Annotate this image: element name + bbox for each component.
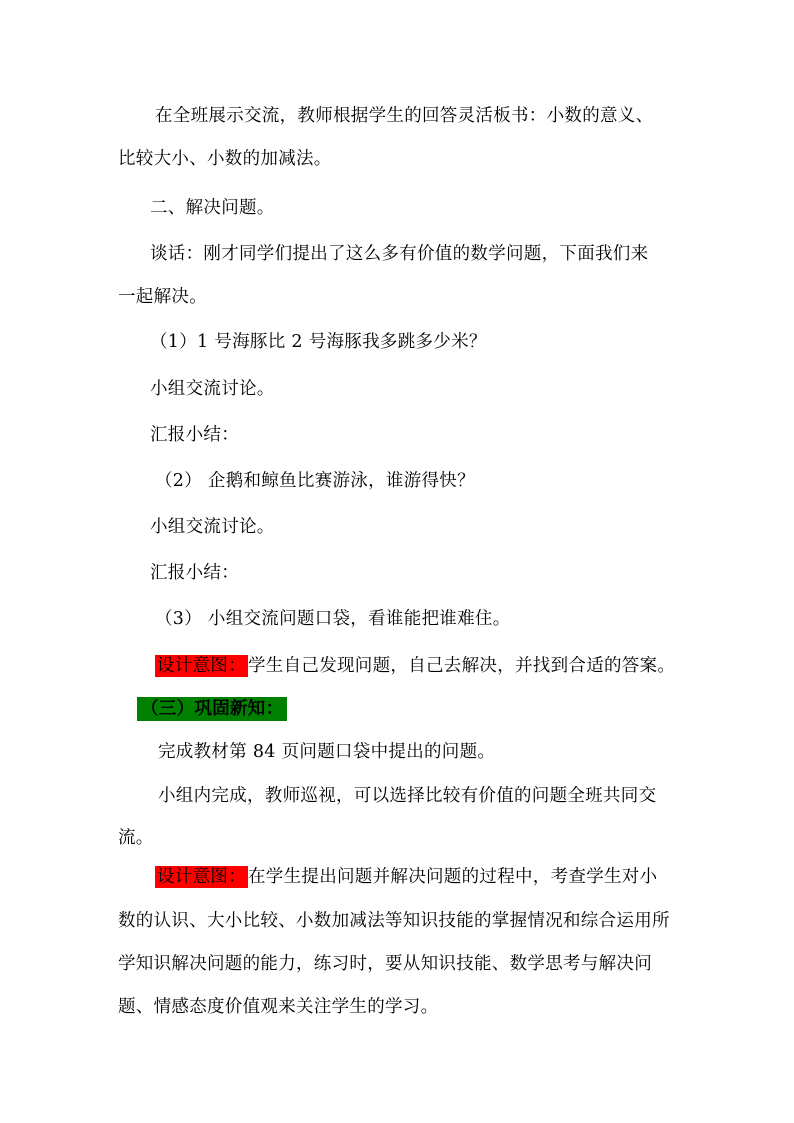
paragraph-text: 汇报小结： (150, 563, 239, 583)
paragraph-text: 小组交流讨论。 (150, 517, 275, 537)
paragraph-text: 汇报小结： (150, 425, 239, 445)
paragraph-text: 谈话：刚才同学们提出了这么多有价值的数学问题，下面我们来 (150, 244, 649, 264)
design-intent-paragraph (155, 655, 675, 677)
paragraph-text: 流。 (118, 828, 154, 848)
section-heading-label: （三）巩固新知： (137, 697, 287, 721)
question-item: （3） 小组交流问题口袋，看谁能把谁难住。 (155, 609, 511, 629)
paragraph-text: 完成教材第 84 页问题口袋中提出的问题。 (158, 742, 496, 762)
section-heading-consolidate (137, 697, 287, 721)
question-item: （1）1 号海豚比 2 号海豚我多跳多少米？ (150, 332, 487, 352)
design-intent-label: 设计意图： (157, 867, 246, 887)
paragraph-text: 题、情感态度价值观来关注学生的学习。 (118, 997, 439, 1017)
paragraph-text: 一起解决。 (118, 287, 207, 307)
paragraph-text: 比较大小、小数的加减法。 (118, 149, 332, 169)
section-heading: 二、解决问题。 (150, 198, 275, 218)
question-item: （2） 企鹅和鲸鱼比赛游泳，谁游得快？ (155, 471, 475, 491)
design-intent-paragraph (155, 866, 657, 888)
paragraph-text: 数的认识、大小比较、小数加减法等知识技能的掌握情况和综合运用所 (118, 911, 670, 931)
design-intent-label: 设计意图： (157, 656, 246, 676)
paragraph-text: 在全班展示交流，教师根据学生的回答灵活板书：小数的意义、 (155, 106, 654, 126)
paragraph-text: 小组内完成，教师巡视，可以选择比较有价值的问题全班共同交 (158, 786, 657, 806)
paragraph-text: 学知识解决问题的能力，练习时，要从知识技能、数学思考与解决问 (118, 954, 652, 974)
design-intent-text: 学生自己发现问题，自己去解决，并找到合适的答案。 (248, 656, 676, 676)
paragraph-text: 小组交流讨论。 (150, 379, 275, 399)
design-intent-text: 在学生提出问题并解决问题的过程中，考查学生对小 (248, 867, 658, 887)
